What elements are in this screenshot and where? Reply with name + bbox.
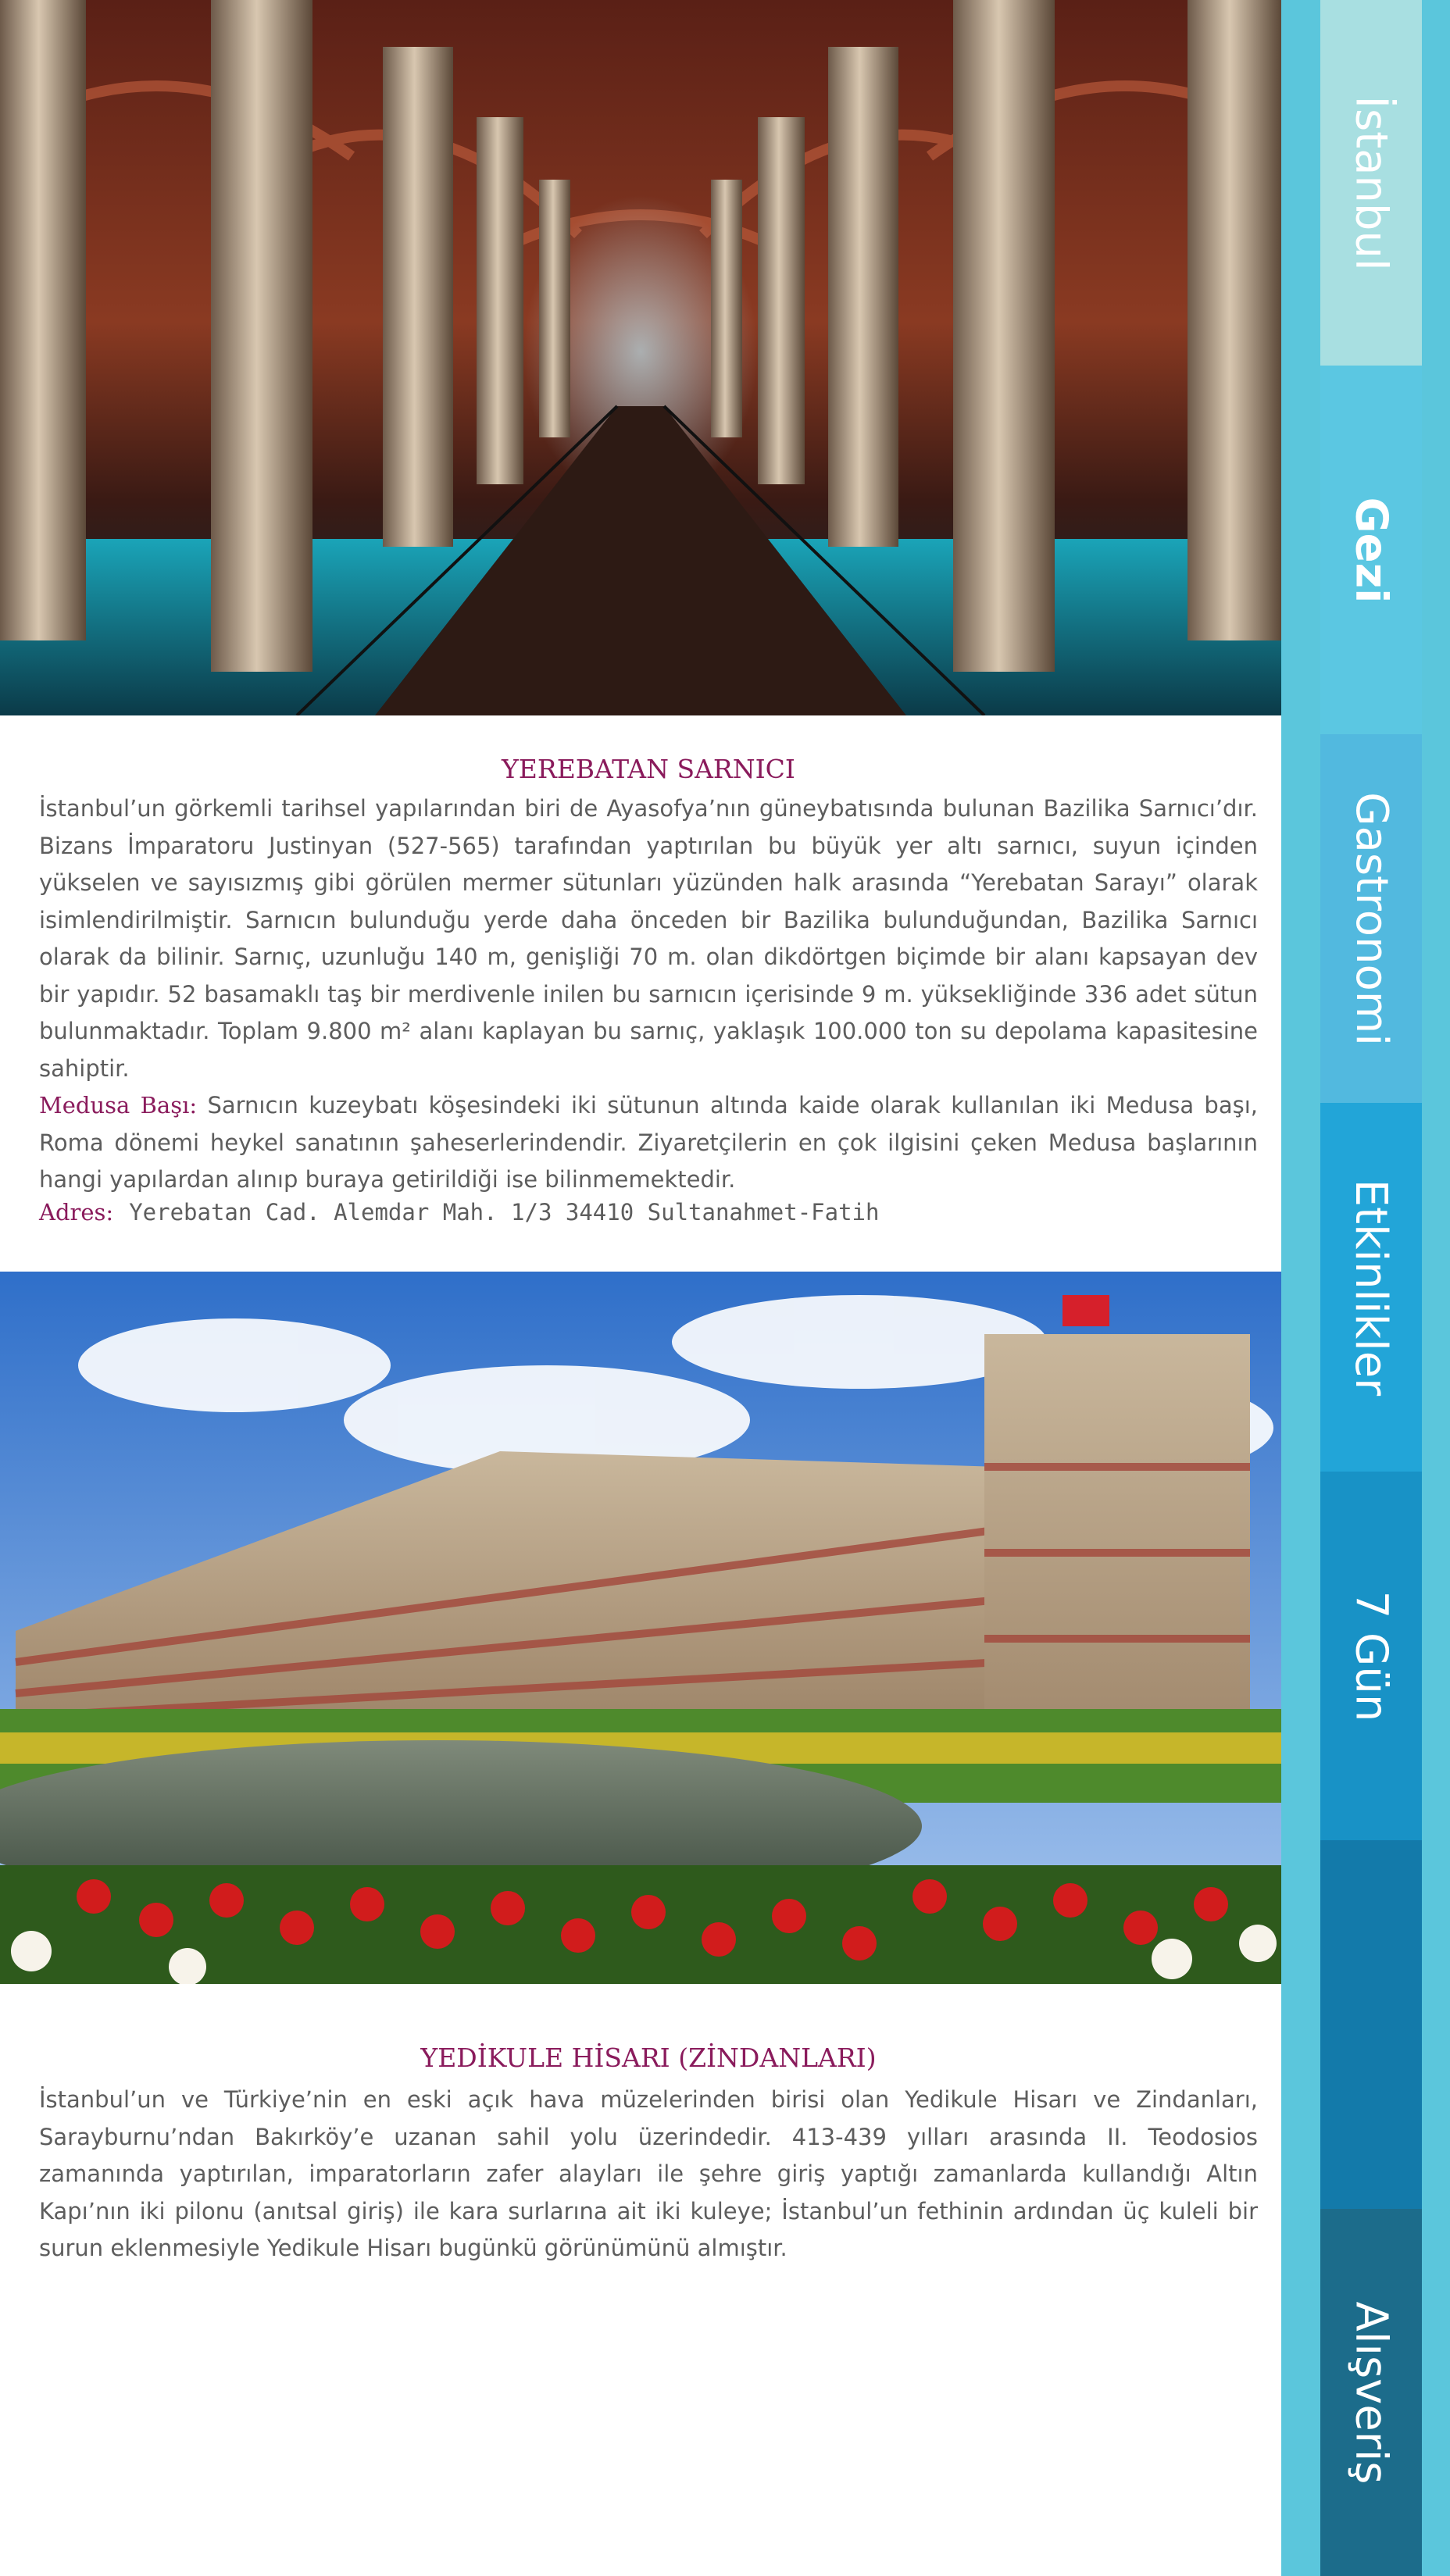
- yerebatan-address: [39, 1199, 879, 1226]
- sidebar-nav: [1281, 0, 1450, 2576]
- tab-7-gun[interactable]: [1320, 1472, 1422, 1840]
- tab-istanbul[interactable]: [1320, 0, 1422, 366]
- yedikule-text-block: [39, 2082, 1258, 2267]
- yerebatan-text-block: [39, 790, 1258, 1199]
- tab-gastronomi[interactable]: [1320, 734, 1422, 1103]
- cistern-photo: [0, 0, 1281, 715]
- medusa-label: Medusa Başı:: [39, 1092, 198, 1119]
- yedikule-photo: [0, 1272, 1281, 1984]
- tab-7-gun-label: 7 Gün: [1345, 1590, 1397, 1721]
- tab-alisveris-label: Alışveriş: [1345, 2301, 1397, 2484]
- tab-gastronomi-label: Gastronomi: [1345, 791, 1397, 1046]
- tab-gezi[interactable]: [1320, 366, 1422, 734]
- address-label: Adres:: [39, 1199, 114, 1226]
- medusa-text: Sarnıcın kuzeybatı köşesindeki iki sütunun altında kaide olarak kullanılan iki Medusa başı, Roma dönemi heykel sanatının şaheserlerindendir. Ziyaretçilerin en çok ilgisini çeken Medusa başlarının hangi yapılardan alınıp buraya getirildiği ise bilinmemektedir.: [39, 1092, 1258, 1193]
- tab-blank[interactable]: [1320, 1840, 1422, 2209]
- yedikule-title: YEDİKULE HİSARI (ZİNDANLARI): [420, 2043, 877, 2073]
- yerebatan-title: YEREBATAN SARNICI: [502, 754, 795, 784]
- yerebatan-paragraph: İstanbul’un görkemli tarihsel yapılarından biri de Ayasofya’nın güneybatısında bulunan Bazilika Sarnıcı’dır. Bizans İmparatoru Justinyan (527-565) tarafından yaptırılan bu büyük yer altı sarnıcı, suyun içinden yükselen ve sayısızmış gibi görülen mermer sütunları yüzünden halk arasında “Yerebatan Sarayı” olarak isimlendirilmiştir. Sarnıcın bulunduğu yerde daha önceden bir Bazilika bulunduğundan, Bazilika Sarnıcı olarak da bilinir. Sarnıç, uzunluğu 140 m, genişliği 70 m. olan dikdörtgen biçimde bir alanı kapsayan dev bir yapıdır. 52 basamaklı taş bir merdivenle inilen bu sarnıcın içerisinde 9 m. yüksekliğinde 336 adet sütun bulunmaktadır. Toplam 9.800 m² alanı kaplayan bu sarnıç, yaklaşık 100.000 ton su depolama kapasitesine sahiptir.: [39, 795, 1258, 1082]
- medusa-paragraph: [39, 1087, 1258, 1199]
- tab-istanbul-label: İstanbul: [1345, 95, 1397, 271]
- tab-etkinlikler-label: Etkinlikler: [1345, 1179, 1397, 1396]
- tab-gezi-label: Gezi: [1345, 497, 1397, 603]
- yedikule-paragraph: İstanbul’un ve Türkiye’nin en eski açık hava müzelerinden birisi olan Yedikule Hisarı ve Zindanları, Sarayburnu’ndan Bakırköy’e uzanan sahil yolu üzerindedir. 413-439 yılları arasında II. Teodosios zamanında yaptırılan, imparatorların zafer alayları ile şehre giriş yaptığı zamanlarda kullandığı Altın Kapı’nın iki pilonu (anıtsal giriş) ile kara surlarına ait iki kuleye; İstanbul’un fethinin ardından üç kuleli bir surun eklenmesiyle Yedikule Hisarı bugünkü görünümünü almıştır.: [39, 2086, 1258, 2261]
- tab-alisveris[interactable]: [1320, 2209, 1422, 2576]
- address-text: Yerebatan Cad. Alemdar Mah. 1/3 34410 Sultanahmet-Fatih: [129, 1199, 880, 1226]
- tab-etkinlikler[interactable]: [1320, 1103, 1422, 1472]
